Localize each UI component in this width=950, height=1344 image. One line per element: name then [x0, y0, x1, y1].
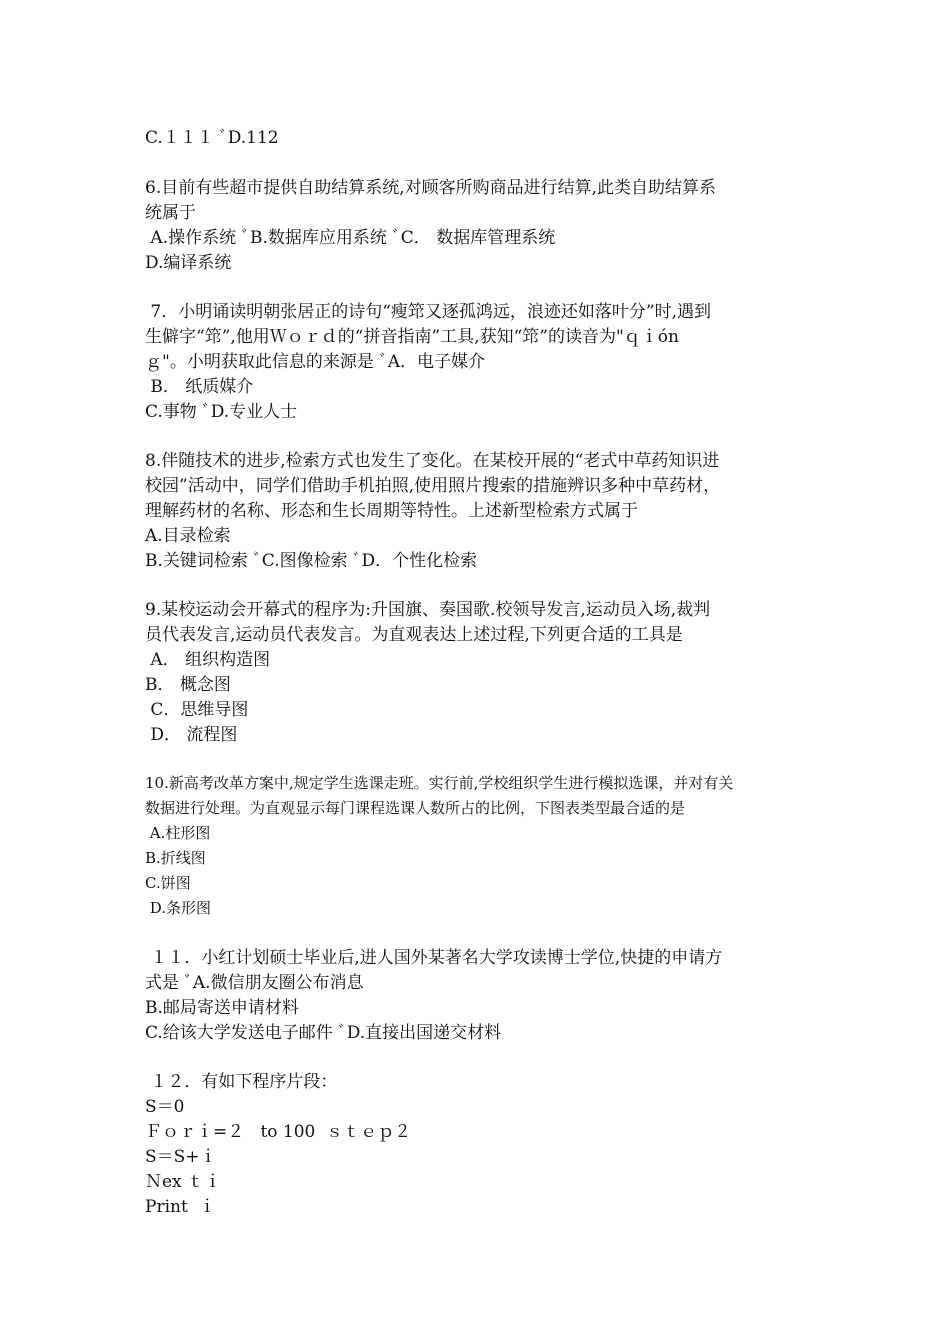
text-line: 9.某校运动会开幕式的程序为:升国旗、奏国歌.校领导发言,运动员入场,裁判: [145, 600, 711, 620]
text-line: A.操作系统 ﾞB.数据库应用系统 ﾞC． 数据库管理系统: [145, 228, 556, 248]
text-line: B． 纸质媒介: [145, 377, 254, 397]
text-line: A.目录检索: [145, 526, 231, 546]
text-line: C．思维导图: [145, 700, 249, 720]
code-line: S＝S+ｉ: [145, 1147, 217, 1167]
question-5-tail: [145, 126, 815, 151]
question-7: [145, 300, 815, 425]
text-line: 生僻字“筇”,他用Ｗｏｒｄ的“拼音指南”工具,获知“筇”的读音为"ｑｉón: [145, 327, 679, 347]
text-line: 10.新高考改革方案中,规定学生选课走班。实行前,学校组织学生进行模拟选课，并对有关: [145, 774, 734, 792]
text-line: 理解药材的名称、形态和生长周期等特性。上述新型检索方式属于: [145, 501, 638, 521]
text-line: 校园”活动中，同学们借助手机拍照,使用照片搜索的措施辨识多种中草药材，: [145, 476, 721, 496]
text-line: A． 组织构造图: [145, 650, 271, 670]
code-line: Print ｉ: [145, 1197, 216, 1217]
text-line: B.邮局寄送申请材料: [145, 998, 299, 1018]
text-line: C.给该大学发送电子邮件 ﾞD.直接出国递交材料: [145, 1023, 502, 1043]
text-line: ｇ"。小明获取此信息的来源是 ﾞA．电子媒介: [145, 352, 485, 372]
text-line: 式是 ﾞA.微信朋友圈公布消息: [145, 973, 364, 993]
text-line: B.折线图: [145, 849, 206, 867]
text-line: 8.伴随技术的进步,检索方式也发生了变化。在某校开展的“老式中草药知识进: [145, 451, 720, 471]
question-11: [145, 946, 815, 1046]
text-line: 统属于: [145, 203, 196, 223]
question-10: [145, 771, 815, 921]
text-line: B.关键词检索 ﾞC.图像检索 ﾞD．个性化检索: [145, 551, 478, 571]
code-line: Ｎex ｔｉ: [145, 1172, 222, 1192]
question-12: [145, 1070, 815, 1220]
code-line: Ｆｏｒｉ=２ to 100 ｓｔｅｐ２: [145, 1122, 412, 1142]
question-9: [145, 598, 815, 748]
text-line: C.１１１ ﾞD.112: [145, 128, 279, 148]
text-line: 员代表发言,运动员代表发言。为直观表达上述过程,下列更合适的工具是: [145, 625, 683, 645]
question-6: [145, 176, 815, 276]
text-line: 7．小明诵读明朝张居正的诗句“瘦筇又逐孤鸿远，浪迹还如落叶分”时,遇到: [145, 302, 712, 322]
text-line: B． 概念图: [145, 675, 231, 695]
text-line: C.饼图: [145, 874, 191, 892]
text-line: 数据进行处理。为直观显示每门课程选课人数所占的比例，下图表类型最合适的是: [145, 799, 686, 817]
code-line: S＝0: [145, 1097, 185, 1117]
text-line: A.柱形图: [145, 824, 211, 842]
text-line: １１．小红计划硕士毕业后,进人国外某著名大学攻读博士学位,快捷的申请方: [145, 948, 723, 968]
text-line: D.编译系统: [145, 253, 232, 273]
text-line: １２．有如下程序片段：: [145, 1072, 338, 1092]
text-line: C.事物 ﾞD.专业人士: [145, 402, 298, 422]
text-line: D． 流程图: [145, 725, 238, 745]
text-line: 6.目前有些超市提供自助结算系统,对顾客所购商品进行结算,此类自助结算系: [145, 178, 717, 198]
text-line: D.条形图: [145, 899, 212, 917]
question-8: [145, 449, 815, 574]
